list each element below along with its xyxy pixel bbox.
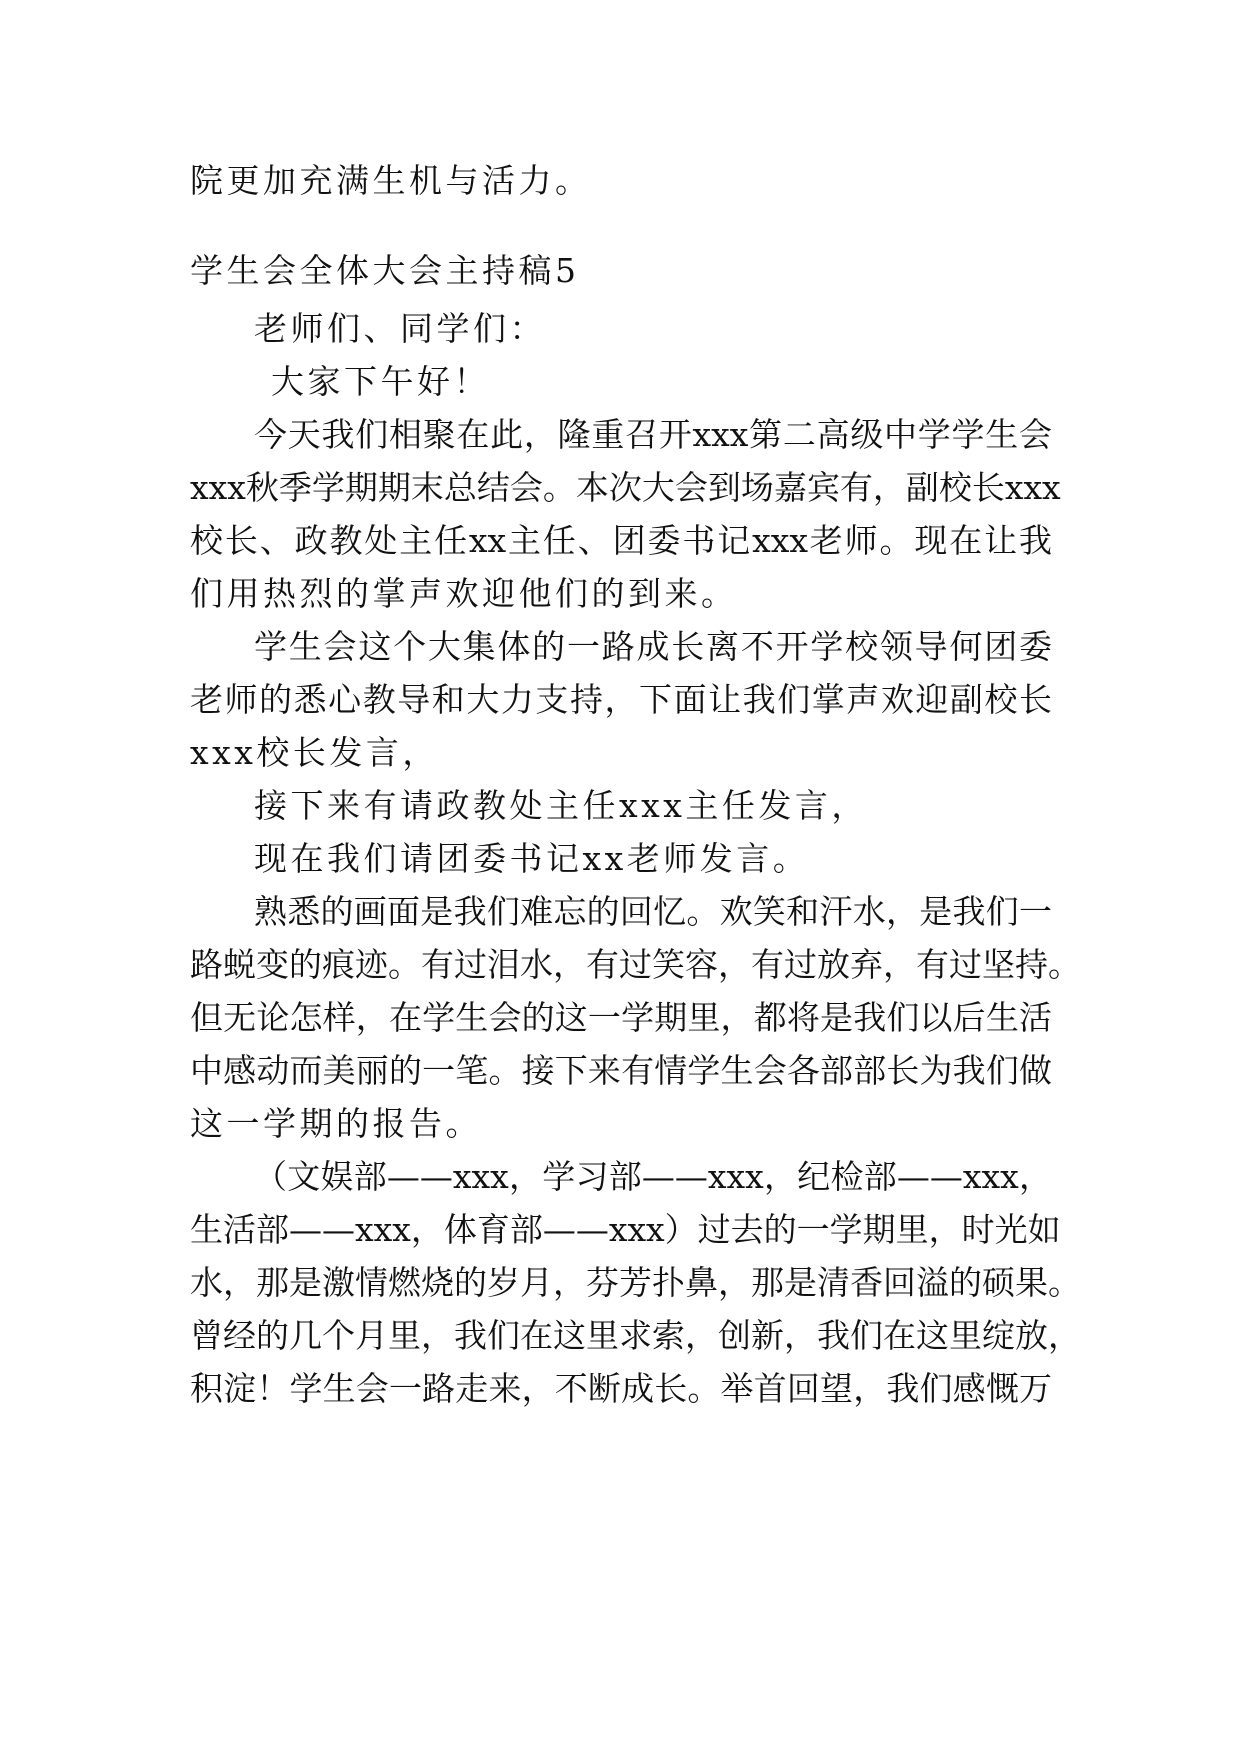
- paragraph-line: 接下来有请政教处主任xxx主任发言，: [254, 786, 868, 825]
- paragraph-line: 学生会这个大集体的一路成长离不开学校领导何团委: [254, 627, 1052, 666]
- paragraph-line: （文娱部——xxx，学习部——xxx，纪检部——xxx，: [254, 1157, 1052, 1196]
- paragraph-line: 水，那是激情燃烧的岁月，芬芳扑鼻，那是清香回溢的硕果。: [190, 1263, 1081, 1302]
- paragraph-line: 但无论怎样，在学生会的这一学期里，都将是我们以后生活: [190, 998, 1052, 1037]
- paragraph-line: 校长、政教处主任xx主任、团委书记xxx老师。现在让我: [190, 521, 1052, 560]
- paragraph-line: 院更加充满生机与活力。: [190, 161, 592, 200]
- paragraph-line: 路蜕变的痕迹。有过泪水，有过笑容，有过放弃，有过坚持。: [190, 945, 1081, 984]
- paragraph-line: 今天我们相聚在此，隆重召开xxx第二高级中学学生会: [254, 415, 1052, 454]
- paragraph-line: 现在我们请团委书记xx老师发言。: [254, 839, 810, 878]
- paragraph-line: 老师的悉心教导和大力支持，下面让我们掌声欢迎副校长: [190, 680, 1052, 719]
- section-heading: 学生会全体大会主持稿5: [190, 251, 580, 290]
- greeting-line: 老师们、同学们：: [254, 309, 546, 348]
- paragraph-line: 积淀！学生会一路走来，不断成长。举首回望，我们感慨万: [190, 1369, 1052, 1408]
- paragraph-line: xxx秋季学期期末总结会。本次大会到场嘉宾有，副校长xxx: [190, 468, 1061, 507]
- paragraph-line: 曾经的几个月里，我们在这里求索，创新，我们在这里绽放，: [190, 1316, 1081, 1355]
- paragraph-line: 熟悉的画面是我们难忘的回忆。欢笑和汗水，是我们一: [254, 892, 1052, 931]
- paragraph-line: 生活部——xxx，体育部——xxx）过去的一学期里，时光如: [190, 1210, 1061, 1249]
- paragraph-line: 中感动而美丽的一笔。接下来有情学生会各部部长为我们做: [190, 1051, 1052, 1090]
- greeting-line: 大家下午好！: [271, 362, 490, 401]
- paragraph-line: 这一学期的报告。: [190, 1104, 482, 1143]
- paragraph-line: xxx校长发言，: [190, 733, 439, 772]
- paragraph-line: 们用热烈的掌声欢迎他们的到来。: [190, 574, 738, 613]
